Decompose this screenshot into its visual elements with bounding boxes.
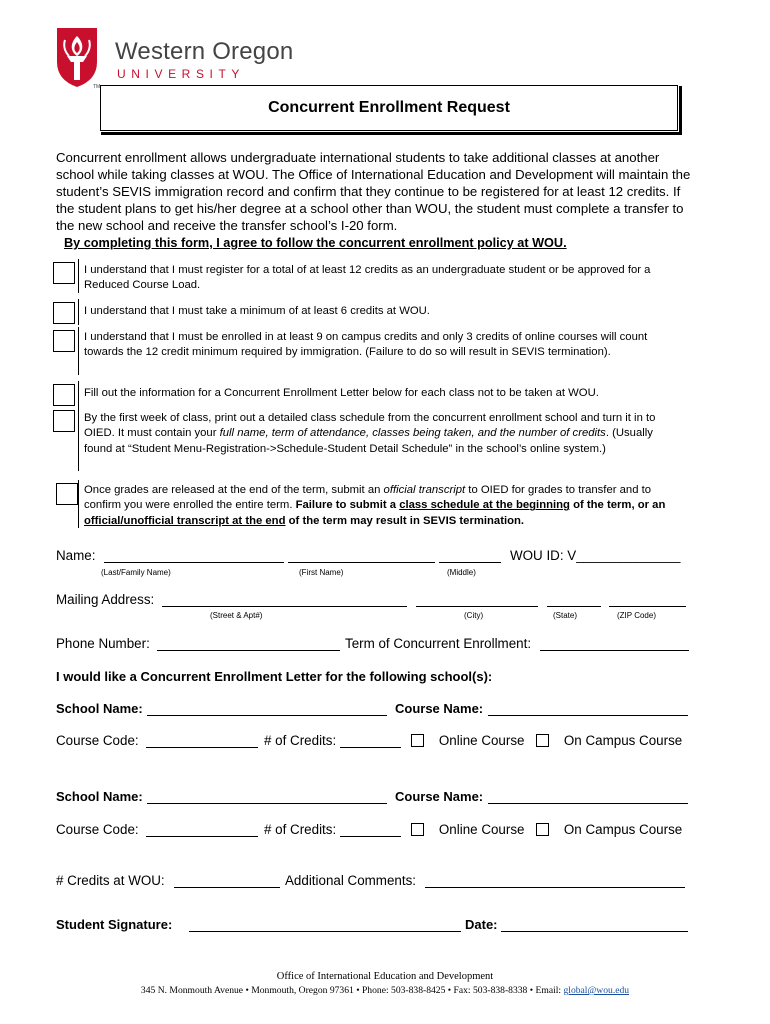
online-option [411,733,525,748]
agreement-6-text: to OIED for grades to transfer and to confirm you were enrolled the entire term. [84,484,652,512]
course-name-label: Course Name: [395,789,484,804]
agreement-6-bold-underline: class schedule at the beginning [399,499,570,512]
state-line[interactable] [547,606,601,607]
course-code-line[interactable] [146,747,258,748]
online-course-label: Online Course [438,733,525,748]
school-name-label: School Name: [56,789,143,804]
logo-wordmark: Western Oregon [115,38,294,65]
comments-label: Additional Comments: [285,873,416,888]
letter-heading: I would like a Concurrent Enrollment Letter for the following school(s): [56,669,493,684]
last-name-line[interactable] [104,562,284,563]
intro-paragraph: Concurrent enrollment allows undergraduate international students to take additional classes at another school while taking classes at WOU. The Office of International Education and Development will maintain the student’s SEVIS immigration record and confirm that they continue to be registered for at least 12 credits. If the student plans to get his/her degree at a school other than WOU, the student must complete a transfer to the new school and receive the transfer school’s I-20 form. [56,150,691,233]
agree-checkbox-6[interactable] [56,483,78,505]
agreement-3: I understand that I must be enrolled in at least 9 on campus credits and only 3 credits of online courses will count towards the 12 credit minimum required by immigration. (Failure to do so will result in SEVIS termination). [84,331,648,359]
online-course-checkbox[interactable] [411,734,424,747]
school-name-line[interactable] [147,803,387,804]
date-label: Date: [465,917,498,932]
wou-logo [55,26,305,92]
signature-label: Student Signature: [56,917,173,932]
agreement-6-emphasis: official transcript [383,484,466,496]
date-line[interactable] [501,931,688,932]
agreement-2: I understand that I must take a minimum of at least 6 credits at WOU. [84,305,430,317]
phone-line[interactable] [157,650,340,651]
course-code-label: Course Code: [56,733,139,748]
agreement-1: I understand that I must register for a total of at least 12 credits as an undergraduate student or be approved for a Reduced Course Load. [84,264,651,292]
agreement-6-text: Once grades are released at the end of the term, submit an [84,484,384,496]
agreement-5-text: . (Usually found at “Student Menu-Registration->Schedule-Student Detail Schedule” in the school’s online system.) [84,427,653,455]
torch-shield-icon [55,26,99,88]
divider [78,327,79,375]
divider [78,259,79,293]
page-title: Concurrent Enrollment Request [268,99,510,116]
phone-label: Phone Number: [56,636,150,651]
city-caption: (City) [464,611,484,620]
signature-line[interactable] [189,931,461,932]
online-option [411,822,525,837]
credits-label: # of Credits: [264,733,337,748]
divider [78,381,79,407]
on-campus-course-checkbox[interactable] [536,823,549,836]
agree-checkbox-5[interactable] [53,410,75,432]
on-campus-course-label: On Campus Course [563,822,683,837]
divider [78,299,79,325]
course-code-label: Course Code: [56,822,139,837]
on-campus-course-label: On Campus Course [563,733,683,748]
agree-checkbox-1[interactable] [53,262,75,284]
street-line[interactable] [162,606,407,607]
agreement-5-text: By the first week of class, print out a detailed class schedule from the concurrent enrollment school and turn it in to OIED. It must contain your [84,412,656,440]
policy-statement: By completing this form, I agree to follow the concurrent enrollment policy at WOU. [64,236,567,250]
agreement-5 [84,411,684,457]
zip-line[interactable] [609,606,686,607]
credits-wou-line[interactable] [174,887,280,888]
online-course-checkbox[interactable] [411,823,424,836]
course-name-line[interactable] [488,715,688,716]
mailing-address-label: Mailing Address: [56,592,155,607]
school-name-label: School Name: [56,701,143,716]
footer-address-text: 345 N. Monmouth Avenue • Monmouth, Oregon 97361 • Phone: 503-838-8425 • Fax: 503-838-8338 • Email: [140,985,564,996]
on-campus-course-checkbox[interactable] [536,734,549,747]
course-name-line[interactable] [488,803,688,804]
first-name-line[interactable] [288,562,435,563]
agree-checkbox-4[interactable] [53,384,75,406]
agreement-4: Fill out the information for a Concurrent Enrollment Letter below for each class not to be taken at WOU. [84,387,599,399]
agreement-6 [84,483,684,529]
logo-subtitle: UNIVERSITY [117,67,246,81]
course-code-line[interactable] [146,836,258,837]
course-name-label: Course Name: [395,701,484,716]
footer-email-link[interactable]: global@wou.edu [563,985,630,996]
middle-name-line[interactable] [439,562,501,563]
title-box [100,85,678,131]
middle-name-caption: (Middle) [447,568,476,577]
credits-label: # of Credits: [264,822,337,837]
on-campus-option [536,822,682,837]
comments-line[interactable] [425,887,685,888]
first-name-caption: (First Name) [299,568,344,577]
credits-line[interactable] [340,836,401,837]
school-name-line[interactable] [147,715,387,716]
divider [78,407,79,471]
street-caption: (Street & Apt#) [210,611,263,620]
on-campus-option [536,733,682,748]
agree-checkbox-3[interactable] [53,330,75,352]
footer-office: Office of International Education and Development [276,971,494,982]
online-course-label: Online Course [438,822,525,837]
term-line[interactable] [540,650,689,651]
zip-caption: (ZIP Code) [617,611,656,620]
state-caption: (State) [553,611,578,620]
term-label: Term of Concurrent Enrollment: [345,636,532,651]
agreement-6-bold-underline: official/unofficial transcript at the end [84,514,286,527]
last-name-caption: (Last/Family Name) [101,568,171,577]
logo-trademark: TM [93,84,101,90]
credits-line[interactable] [340,747,401,748]
name-label: Name: [56,548,96,563]
wou-id-field[interactable]: WOU ID: V______________ [510,548,681,563]
agreement-6-bold: of the term, or an [569,499,666,512]
agree-checkbox-2[interactable] [53,302,75,324]
agreement-6-bold: of the term may result in SEVIS termination. [285,514,525,527]
agreement-6-bold: Failure to submit a [295,499,400,512]
divider [78,480,79,528]
footer-address [0,985,770,996]
agreement-5-emphasis: full name, term of attendance, classes being taken, and the number of credits [219,427,606,440]
credits-wou-label: # Credits at WOU: [56,873,165,888]
city-line[interactable] [416,606,538,607]
